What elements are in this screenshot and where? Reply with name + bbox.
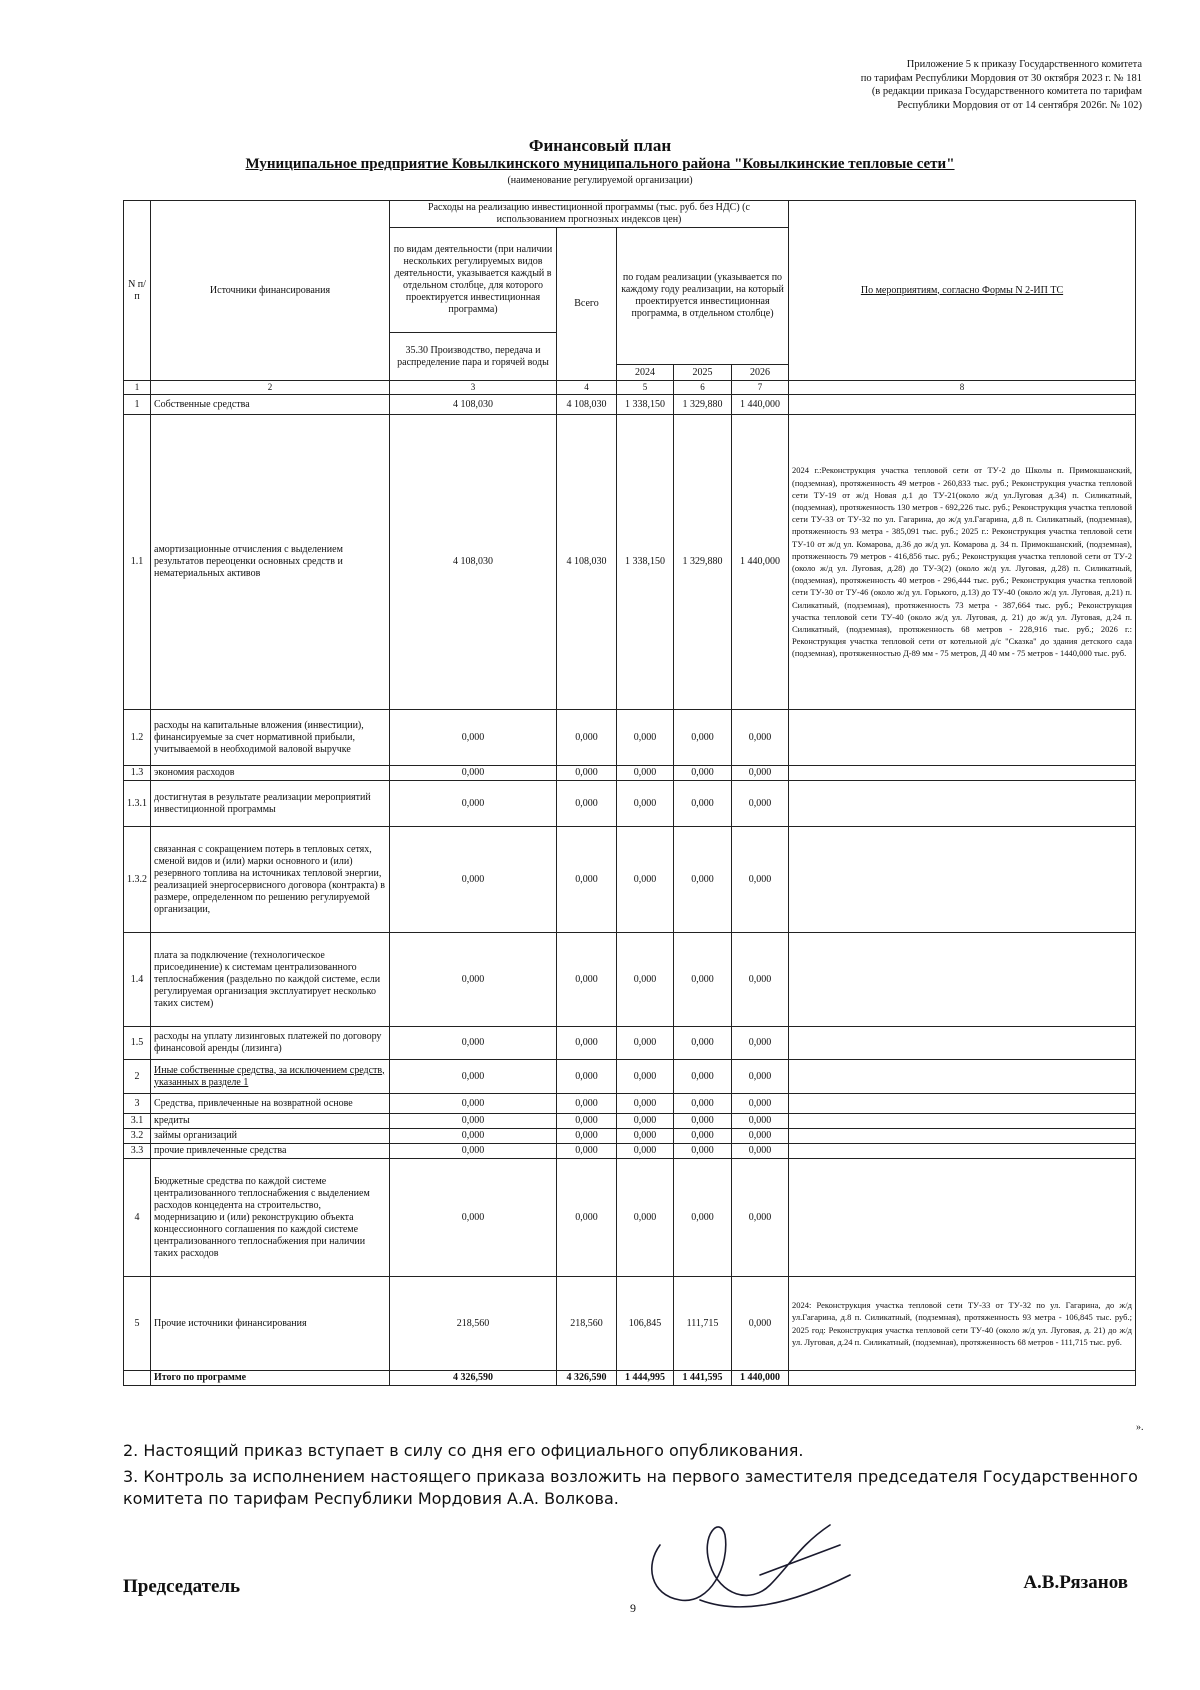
row-value-2024: 106,845 [617, 1277, 674, 1371]
row-value-activity: 0,000 [390, 1159, 557, 1277]
row-source-name: экономия расходов [151, 766, 390, 781]
row-value-2024: 0,000 [617, 1159, 674, 1277]
row-value-2024: 1 444,995 [617, 1371, 674, 1386]
row-value-2026: 0,000 [732, 710, 789, 766]
row-source-name: расходы на капитальные вложения (инвестиции), финансируемые за счет нормативной прибыли, учитываемой в необходимой валовой выручке [151, 710, 390, 766]
column-numbers-row [124, 381, 1136, 395]
row-source-name: амортизационные отчисления с выделением результатов переоценки основных средств и нематериальных активов [151, 415, 390, 710]
col-number: 6 [674, 381, 732, 395]
appendix-line: по тарифам Республики Мордовия от 30 октября 2023 г. № 181 [860, 72, 1142, 84]
row-measures [789, 1144, 1136, 1159]
row-value-2025: 1 441,595 [674, 1371, 732, 1386]
row-value-2025: 0,000 [674, 1114, 732, 1129]
row-value-activity: 0,000 [390, 827, 557, 933]
row-value-activity: 0,000 [390, 1060, 557, 1094]
row-number: 5 [124, 1277, 151, 1371]
row-value-total: 0,000 [557, 1060, 617, 1094]
row-number: 1.5 [124, 1027, 151, 1060]
header-expenses: Расходы на реализацию инвестиционной программы (тыс. руб. без НДС) (с использованием прогнозных индексов цен) [390, 201, 789, 228]
header-year-2026: 2026 [732, 365, 789, 381]
row-measures [789, 1159, 1136, 1277]
row-source-name: Итого по программе [151, 1371, 390, 1386]
row-value-2025: 0,000 [674, 1159, 732, 1277]
organization-caption: (наименование регулируемой организации) [507, 175, 693, 186]
row-number: 3 [124, 1094, 151, 1114]
row-value-total: 4 108,030 [557, 395, 617, 415]
row-measures [789, 1129, 1136, 1144]
header-n: N п/п [124, 201, 151, 381]
row-value-2025: 0,000 [674, 781, 732, 827]
col-number: 3 [390, 381, 557, 395]
row-value-total: 0,000 [557, 1027, 617, 1060]
row-source-name: прочие привлеченные средства [151, 1144, 390, 1159]
header-year-2024: 2024 [617, 365, 674, 381]
row-value-2024: 0,000 [617, 1094, 674, 1114]
row-source-name: Бюджетные средства по каждой системе централизованного теплоснабжения с выделением расходов концедента на строительство, модернизацию и (или) реконструкцию объекта концессионного соглашения по каждой системе централизованного теплоснабжения при наличии таких расходов [151, 1159, 390, 1277]
paragraph-2: 2. Настоящий приказ вступает в силу со дня его официального опубликования. [123, 1441, 804, 1460]
row-value-2024: 0,000 [617, 933, 674, 1027]
row-value-2025: 111,715 [674, 1277, 732, 1371]
row-measures: 2024: Реконструкция участка тепловой сети ТУ-33 от ТУ-32 по ул. Гагарина, до ж/д ул.Гагарина, д.8 п. Силикатный, (подземная), протяженность 93 метра - 106,845 тыс. руб.; 2025 год: Реконструкция участка тепловой сети ТУ-40 (около ж/д ул. Луговая, д. 21) до ж/д ул. Луговая, д.24 п. Силикатный, (подземная), протяженность 68 метров - 111,715 тыс. руб. [789, 1277, 1136, 1371]
row-value-2025: 0,000 [674, 1060, 732, 1094]
table-row [124, 827, 1136, 933]
row-value-2024: 0,000 [617, 1129, 674, 1144]
row-source-name: займы организаций [151, 1129, 390, 1144]
closing-quote: ». [1136, 1422, 1144, 1433]
row-value-2026: 1 440,000 [732, 395, 789, 415]
header-sources: Источники финансирования [151, 201, 390, 381]
row-value-2025: 1 329,880 [674, 415, 732, 710]
document-title: Финансовый план [528, 136, 672, 155]
row-value-2026: 0,000 [732, 827, 789, 933]
row-value-2026: 1 440,000 [732, 1371, 789, 1386]
table-row [124, 395, 1136, 415]
row-value-activity: 4 108,030 [390, 415, 557, 710]
row-value-2024: 0,000 [617, 781, 674, 827]
appendix-note [722, 58, 1142, 112]
row-value-total: 4 326,590 [557, 1371, 617, 1386]
row-value-2024: 0,000 [617, 1027, 674, 1060]
row-measures: 2024 г.:Реконструкция участка тепловой сети от ТУ-2 до Школы п. Примокшанский, (подземная), протяженность 49 метров - 260,833 тыс. руб.; Реконструкция участка тепловой сети ТУ-19 от ж/д Новая д.1 до ТУ-21(около ж/д ул.Луговая д.34) п. Силикатный, (подземная), протяженность 130 метров - 692,226 тыс. руб.; Реконструкция участка тепловой сети ТУ-33 от ТУ-32 по ул. Гагарина, до ж/д ул.Гагарина, д.8 п. Силикатный, (подземная), протяженность 93 метра - 385,091 тыс. руб.; 2025 г.: Реконструкция участка тепловой сети ТУ-10 от ж/д ул. Комарова, д.36 до ж/д ул. Комарова д. 34 п. Примокшанский, (подземная), протяженность 79 метров - 416,856 тыс. руб.; Реконструкция участка тепловой сети от ТУ-2 (около ж/д ул. Луговая, д.28) до ТУ-3(2) (около ж/д ул. Луговая, д.28) п. Силикатный, (подземная), протяженность 40 метров - 296,444 тыс. руб.; Реконструкция участка тепловой сети ТУ-30 от ТУ-46 (около ж/д ул. Горького, д.13) до ТУ-40 (около ж/д ул. Луговая, д.21) п. Силикатный, (подземная), протяженность 73 метра - 387,664 тыс. руб.; Реконструкция участка тепловой сети ТУ-40 (около ж/д ул. Луговая, д. 21) до ж/д ул. Луговая, д.24 п. Силикатный, (подземная), протяженность 68 метров - 228,916 тыс. руб.; 2026 г.: Реконструкция участка тепловой сети от котельной д/с "Сказка" до здания детского сада (подземная), протяженностью Д-89 мм - 75 метров, Д 40 мм - 75 метров - 1440,000 тыс. руб. [789, 415, 1136, 710]
header-by-activity: по видам деятельности (при наличии нескольких регулируемых видов деятельности, указывается каждый в отдельном столбце, для которого проектируется инвестиционная программа) [390, 228, 557, 333]
appendix-line: (в редакции приказа Государственного комитета по тарифам [871, 86, 1142, 97]
row-value-total: 4 108,030 [557, 415, 617, 710]
row-value-2025: 0,000 [674, 1027, 732, 1060]
row-value-2025: 0,000 [674, 710, 732, 766]
row-value-2026: 0,000 [732, 1027, 789, 1060]
row-source-name: кредиты [151, 1114, 390, 1129]
row-value-activity: 0,000 [390, 1027, 557, 1060]
row-number: 1.2 [124, 710, 151, 766]
table-row [124, 710, 1136, 766]
table-row [124, 1114, 1136, 1129]
row-measures [789, 1027, 1136, 1060]
row-number: 4 [124, 1159, 151, 1277]
header-by-year: по годам реализации (указывается по каждому году реализации, на который проектируется инвестиционная программа, в отдельном столбце) [617, 228, 789, 365]
row-value-activity: 0,000 [390, 766, 557, 781]
row-value-total: 0,000 [557, 1159, 617, 1277]
row-value-activity: 0,000 [390, 1129, 557, 1144]
row-value-activity: 0,000 [390, 781, 557, 827]
row-measures [789, 781, 1136, 827]
table-row [124, 1129, 1136, 1144]
row-number: 1.1 [124, 415, 151, 710]
appendix-line: Республики Мордовия от от 14 сентября 2026г. № 102) [897, 99, 1142, 111]
col-number: 1 [124, 381, 151, 395]
row-value-2026: 0,000 [732, 1094, 789, 1114]
row-value-2024: 1 338,150 [617, 395, 674, 415]
row-number: 3.1 [124, 1114, 151, 1129]
row-value-2026: 0,000 [732, 1144, 789, 1159]
row-value-2026: 0,000 [732, 1159, 789, 1277]
row-measures [789, 1060, 1136, 1094]
row-measures [789, 1371, 1136, 1386]
row-source-name: Прочие источники финансирования [151, 1277, 390, 1371]
header-total: Всего [557, 228, 617, 381]
table-row [124, 1060, 1136, 1094]
row-number: 1 [124, 395, 151, 415]
row-value-2024: 0,000 [617, 766, 674, 781]
row-number [124, 1371, 151, 1386]
row-value-2026: 0,000 [732, 766, 789, 781]
row-number: 1.3.2 [124, 827, 151, 933]
row-value-2025: 1 329,880 [674, 395, 732, 415]
col-number: 5 [617, 381, 674, 395]
table-row [124, 781, 1136, 827]
row-source-name: связанная с сокращением потерь в тепловых сетях, сменой видов и (или) марки основного и (или) резервного топлива на источниках тепловой энергии, реализацией энергосервисного договора (контракта) в размере, определенном по решению регулируемой организации, [151, 827, 390, 933]
handwritten-signature [640, 1505, 870, 1625]
appendix-line: Приложение 5 к приказу Государственного комитета [906, 59, 1142, 70]
row-value-2026: 0,000 [732, 1277, 789, 1371]
col-number: 2 [151, 381, 390, 395]
row-value-2026: 0,000 [732, 1129, 789, 1144]
table-row [124, 1277, 1136, 1371]
row-value-2024: 0,000 [617, 1144, 674, 1159]
row-value-total: 0,000 [557, 1094, 617, 1114]
row-value-2024: 0,000 [617, 1114, 674, 1129]
row-value-2024: 0,000 [617, 827, 674, 933]
row-value-activity: 0,000 [390, 1144, 557, 1159]
row-value-total: 218,560 [557, 1277, 617, 1371]
row-number: 1.4 [124, 933, 151, 1027]
row-value-total: 0,000 [557, 766, 617, 781]
row-value-2025: 0,000 [674, 933, 732, 1027]
row-value-2026: 1 440,000 [732, 415, 789, 710]
row-value-total: 0,000 [557, 827, 617, 933]
row-measures [789, 827, 1136, 933]
row-value-activity: 0,000 [390, 1114, 557, 1129]
row-value-2026: 0,000 [732, 933, 789, 1027]
header-by-measures: По мероприятиям, согласно Формы N 2-ИП ТС [789, 201, 1136, 381]
table-row [124, 1027, 1136, 1060]
page-number: 9 [630, 1601, 636, 1615]
header-activity-name: 35.30 Производство, передача и распределение пара и горячей воды [390, 333, 557, 381]
row-value-activity: 0,000 [390, 933, 557, 1027]
row-source-name: Собственные средства [151, 395, 390, 415]
row-value-2026: 0,000 [732, 1114, 789, 1129]
table-row [124, 1159, 1136, 1277]
table-row-total [124, 1371, 1136, 1386]
col-number: 7 [732, 381, 789, 395]
row-value-2025: 0,000 [674, 1129, 732, 1144]
row-measures [789, 933, 1136, 1027]
signer-title: Председатель [123, 1576, 241, 1597]
table-row [124, 1144, 1136, 1159]
row-value-activity: 4 108,030 [390, 395, 557, 415]
col-number: 8 [789, 381, 1136, 395]
row-value-2024: 1 338,150 [617, 415, 674, 710]
signer-name: А.В.Рязанов [1023, 1572, 1128, 1593]
row-measures [789, 1094, 1136, 1114]
row-value-2025: 0,000 [674, 1094, 732, 1114]
row-value-2026: 0,000 [732, 1060, 789, 1094]
table-row [124, 766, 1136, 781]
row-source-name: расходы на уплату лизинговых платежей по договору финансовой аренды (лизинга) [151, 1027, 390, 1060]
paragraph-3: 3. Контроль за исполнением настоящего приказа возложить на первого заместителя председателя Государственного комитета по тарифам Республики Мордовия А.А. Волкова. [123, 1467, 1138, 1508]
row-measures [789, 1114, 1136, 1129]
col-number: 4 [557, 381, 617, 395]
row-source-name: плата за подключение (технологическое присоединение) к системам централизованного теплоснабжения (раздельно по каждой системе, если регулируемая организация эксплуатирует несколько таких систем) [151, 933, 390, 1027]
row-value-2025: 0,000 [674, 766, 732, 781]
row-source-name: Средства, привлеченные на возвратной основе [151, 1094, 390, 1114]
table-row [124, 1094, 1136, 1114]
row-value-activity: 0,000 [390, 710, 557, 766]
row-number: 1.3.1 [124, 781, 151, 827]
row-measures [789, 766, 1136, 781]
row-value-activity: 4 326,590 [390, 1371, 557, 1386]
row-number: 3.2 [124, 1129, 151, 1144]
row-value-total: 0,000 [557, 1114, 617, 1129]
table-row [124, 415, 1136, 710]
row-measures [789, 395, 1136, 415]
row-measures [789, 710, 1136, 766]
row-source-name: Иные собственные средства, за исключением средств, указанных в разделе 1 [151, 1060, 390, 1094]
organization-name: Муниципальное предприятие Ковылкинского муниципального района "Ковылкинские тепловые сети" [245, 156, 955, 172]
row-value-activity: 0,000 [390, 1094, 557, 1114]
row-value-total: 0,000 [557, 710, 617, 766]
table-row [124, 933, 1136, 1027]
financial-plan-table [123, 200, 1136, 1386]
row-number: 2 [124, 1060, 151, 1094]
row-value-total: 0,000 [557, 781, 617, 827]
row-value-2024: 0,000 [617, 1060, 674, 1094]
row-value-2025: 0,000 [674, 1144, 732, 1159]
row-value-total: 0,000 [557, 933, 617, 1027]
row-number: 3.3 [124, 1144, 151, 1159]
header-year-2025: 2025 [674, 365, 732, 381]
row-source-name: достигнутая в результате реализации мероприятий инвестиционной программы [151, 781, 390, 827]
row-value-total: 0,000 [557, 1129, 617, 1144]
row-value-2024: 0,000 [617, 710, 674, 766]
row-value-activity: 218,560 [390, 1277, 557, 1371]
row-number: 1.3 [124, 766, 151, 781]
row-value-2026: 0,000 [732, 781, 789, 827]
row-value-total: 0,000 [557, 1144, 617, 1159]
row-value-2025: 0,000 [674, 827, 732, 933]
